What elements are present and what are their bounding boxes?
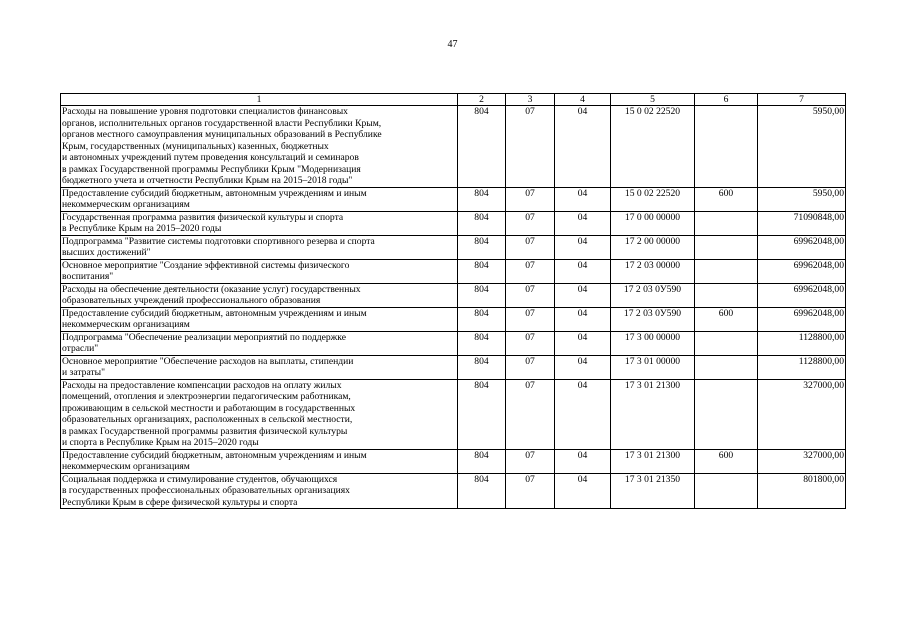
target-item-code-cell: 17 3 01 00000 [611, 355, 695, 379]
expense-type-code-cell [695, 235, 758, 259]
ministry-code-cell: 804 [458, 473, 506, 509]
expense-name-line: воспитания" [62, 271, 114, 282]
expense-name-cell [61, 259, 458, 283]
header-cell: 4 [555, 94, 611, 106]
section-code-cell: 07 [506, 307, 555, 331]
expense-type-code-cell [695, 473, 758, 509]
table-row [61, 355, 846, 379]
target-item-code-cell: 17 3 01 21300 [611, 449, 695, 473]
amount-cell: 69962048,00 [758, 283, 846, 307]
table-row [61, 449, 846, 473]
expense-name-line: Основное мероприятие "Создание эффективной системы физического [62, 259, 350, 271]
subsection-code-cell: 04 [555, 473, 611, 509]
expense-name-line: Социальная поддержка и стимулирование студентов, обучающихся [62, 473, 338, 485]
target-item-code-cell: 17 2 00 00000 [611, 235, 695, 259]
expense-name-line: бюджетного учета и отчетности Республики Крым на 2015–2018 годы" [62, 175, 353, 186]
amount-cell: 801800,00 [758, 473, 846, 509]
expense-type-code-cell [695, 355, 758, 379]
amount-cell: 327000,00 [758, 449, 846, 473]
expense-name-cell [61, 331, 458, 355]
expense-name-line: помещений, отопления и электроэнергии педагогическим работникам, [62, 391, 351, 402]
ministry-code-cell: 804 [458, 211, 506, 235]
expense-name-cell [61, 449, 458, 473]
expense-name-line: Расходы на предоставление компенсации расходов на оплату жилых [62, 379, 342, 391]
header-cell: 1 [61, 94, 458, 106]
target-item-code-cell: 17 3 00 00000 [611, 331, 695, 355]
expense-name-line: Расходы на обеспечение деятельности (оказание услуг) государственных [62, 283, 361, 295]
budget-table [60, 93, 846, 509]
expense-name-cell [61, 307, 458, 331]
amount-cell: 69962048,00 [758, 235, 846, 259]
ministry-code-cell: 804 [458, 187, 506, 211]
amount-cell: 69962048,00 [758, 259, 846, 283]
expense-name-line: органов местного самоуправления муниципальных образований в Республике [62, 129, 382, 140]
target-item-code-cell: 15 0 02 22520 [611, 187, 695, 211]
target-item-code-cell: 17 2 03 0У590 [611, 283, 695, 307]
expense-name-line: Предоставление субсидий бюджетным, автономным учреждениям и иным [62, 449, 367, 461]
expense-type-code-cell [695, 211, 758, 235]
target-item-code-cell: 17 2 03 00000 [611, 259, 695, 283]
expense-name-line: в рамках Государственной программы Республики Крым "Модернизация [62, 163, 361, 175]
section-code-cell: 07 [506, 449, 555, 473]
target-item-code-cell: 17 3 01 21350 [611, 473, 695, 509]
expense-name-line: образовательных учреждений профессионального образования [62, 295, 321, 306]
ministry-code-cell: 804 [458, 235, 506, 259]
expense-name-line: органов, исполнительных органов государственной власти Республики Крым, [62, 117, 382, 129]
expense-name-cell [61, 473, 458, 509]
subsection-code-cell: 04 [555, 307, 611, 331]
ministry-code-cell: 804 [458, 106, 506, 188]
table-row [61, 379, 846, 449]
header-cell: 6 [695, 94, 758, 106]
expense-name-line: в Республике Крым на 2015–2020 годы [62, 223, 222, 234]
subsection-code-cell: 04 [555, 283, 611, 307]
header-cell: 7 [758, 94, 846, 106]
expense-name-cell [61, 187, 458, 211]
expense-type-code-cell [695, 259, 758, 283]
page-number: 47 [447, 39, 458, 50]
expense-type-code-cell: 600 [695, 187, 758, 211]
expense-name-line: Основное мероприятие "Обеспечение расходов на выплаты, стипендии [62, 355, 354, 367]
section-code-cell: 07 [506, 283, 555, 307]
expense-type-code-cell [695, 331, 758, 355]
amount-cell: 1128800,00 [758, 331, 846, 355]
expense-name-line: и затраты" [62, 367, 106, 378]
amount-cell: 5950,00 [758, 106, 846, 188]
subsection-code-cell: 04 [555, 235, 611, 259]
expense-name-line: Подпрограмма "Обеспечение реализации мероприятий по поддержке [62, 331, 346, 343]
target-item-code-cell: 17 0 00 00000 [611, 211, 695, 235]
expense-name-cell [61, 283, 458, 307]
table-row [61, 307, 846, 331]
ministry-code-cell: 804 [458, 331, 506, 355]
expense-name-cell [61, 106, 458, 188]
subsection-code-cell: 04 [555, 355, 611, 379]
expense-name-cell [61, 355, 458, 379]
expense-type-code-cell [695, 283, 758, 307]
section-code-cell: 07 [506, 235, 555, 259]
expense-name-line: Государственная программа развития физической культуры и спорта [62, 211, 344, 223]
expense-type-code-cell [695, 379, 758, 449]
expense-name-line: Предоставление субсидий бюджетным, автономным учреждениям и иным [62, 187, 367, 199]
section-code-cell: 07 [506, 379, 555, 449]
header-cell: 2 [458, 94, 506, 106]
ministry-code-cell: 804 [458, 449, 506, 473]
expense-type-code-cell: 600 [695, 449, 758, 473]
subsection-code-cell: 04 [555, 211, 611, 235]
section-code-cell: 07 [506, 331, 555, 355]
subsection-code-cell: 04 [555, 106, 611, 188]
table-row [61, 211, 846, 235]
amount-cell: 69962048,00 [758, 307, 846, 331]
table-row [61, 473, 846, 509]
section-code-cell: 07 [506, 473, 555, 509]
ministry-code-cell: 804 [458, 355, 506, 379]
expense-name-line: образовательных организациях, расположенных в сельской местности, [62, 414, 353, 425]
target-item-code-cell: 17 2 03 0У590 [611, 307, 695, 331]
expense-name-line: высших достижений" [62, 247, 151, 258]
expense-name-line: Предоставление субсидий бюджетным, автономным учреждениям и иным [62, 307, 367, 319]
expense-name-line: Крым, государственных (муниципальных) казенных, бюджетных [62, 140, 329, 152]
target-item-code-cell: 17 3 01 21300 [611, 379, 695, 449]
expense-name-line: и спорта в Республике Крым на 2015–2020 годы [62, 437, 259, 448]
header-row [61, 94, 846, 106]
amount-cell: 1128800,00 [758, 355, 846, 379]
expense-name-cell [61, 379, 458, 449]
table-row [61, 187, 846, 211]
section-code-cell: 07 [506, 211, 555, 235]
amount-cell: 71090848,00 [758, 211, 846, 235]
expense-name-line: проживающим в сельской местности и работающим в государственных [62, 402, 356, 414]
expense-name-line: отрасли" [62, 343, 99, 354]
header-cell: 5 [611, 94, 695, 106]
expense-name-cell [61, 235, 458, 259]
expense-name-line: некоммерческим организациям [62, 199, 190, 210]
expense-type-code-cell [695, 106, 758, 188]
ministry-code-cell: 804 [458, 259, 506, 283]
subsection-code-cell: 04 [555, 379, 611, 449]
expense-name-line: в рамках Государственной программы развития физической культуры [62, 425, 348, 437]
section-code-cell: 07 [506, 259, 555, 283]
subsection-code-cell: 04 [555, 259, 611, 283]
expense-name-line: Республики Крым в сфере физической культуры и спорта [62, 496, 298, 508]
subsection-code-cell: 04 [555, 187, 611, 211]
section-code-cell: 07 [506, 187, 555, 211]
expense-name-line: в государственных профессиональных образовательных организациях [62, 485, 350, 496]
expense-name-cell [61, 211, 458, 235]
amount-cell: 327000,00 [758, 379, 846, 449]
expense-name-line: некоммерческим организациям [62, 461, 190, 472]
table-row [61, 235, 846, 259]
header-cell: 3 [506, 94, 555, 106]
section-code-cell: 07 [506, 355, 555, 379]
expense-name-line: некоммерческим организациям [62, 319, 190, 330]
target-item-code-cell: 15 0 02 22520 [611, 106, 695, 188]
ministry-code-cell: 804 [458, 307, 506, 331]
expense-name-line: Подпрограмма "Развитие системы подготовки спортивного резерва и спорта [62, 235, 375, 247]
subsection-code-cell: 04 [555, 449, 611, 473]
section-code-cell: 07 [506, 106, 555, 188]
subsection-code-cell: 04 [555, 331, 611, 355]
expense-name-line: Расходы на повышение уровня подготовки специалистов финансовых [62, 106, 348, 117]
table-row [61, 331, 846, 355]
table-row [61, 259, 846, 283]
expense-type-code-cell: 600 [695, 307, 758, 331]
expense-name-line: и автономных учреждений путем проведения консультаций и семинаров [62, 152, 359, 163]
table-row [61, 283, 846, 307]
table-row [61, 106, 846, 188]
ministry-code-cell: 804 [458, 283, 506, 307]
amount-cell: 5950,00 [758, 187, 846, 211]
ministry-code-cell: 804 [458, 379, 506, 449]
